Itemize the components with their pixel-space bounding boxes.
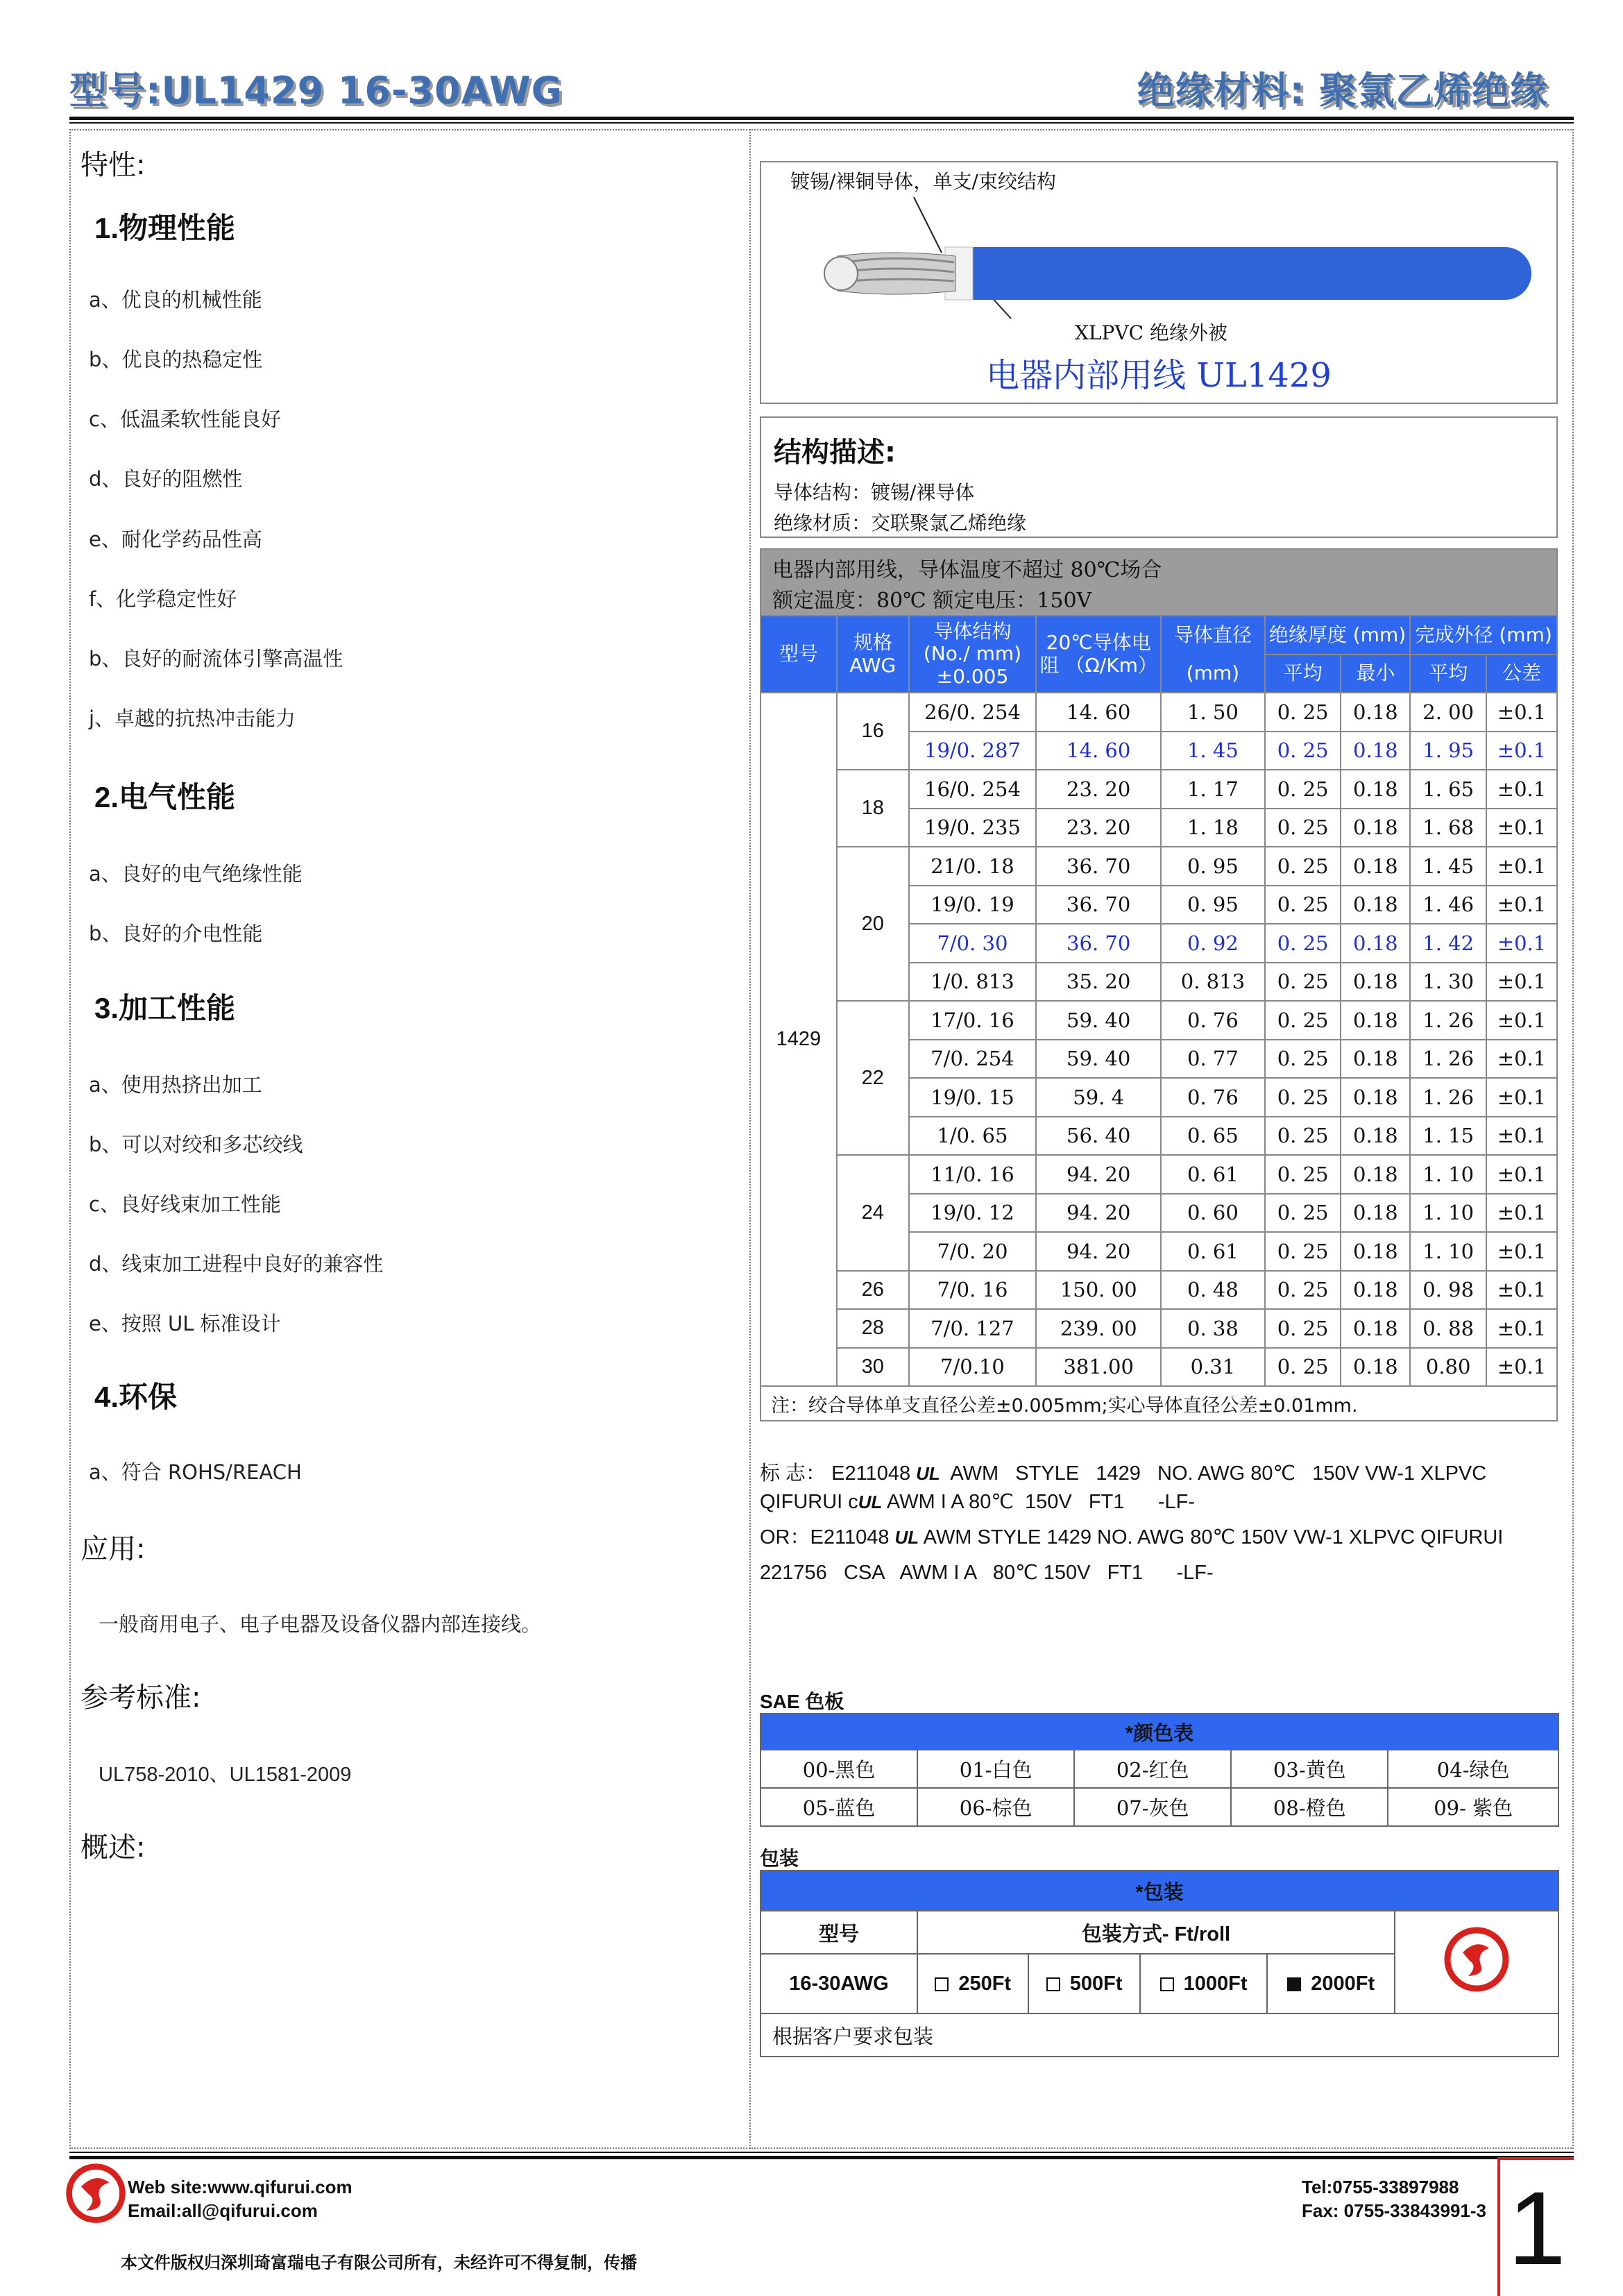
cell-d: 0. 813 bbox=[1161, 963, 1265, 1002]
brand-logo-icon bbox=[1442, 1925, 1511, 1994]
section-title: 3.加工性能 bbox=[94, 992, 236, 1024]
marking-1b: AWM STYLE 1429 NO. AWG 80℃ 150V VW-1 XLPVC bbox=[950, 1462, 1487, 1485]
cell-ia: 0. 25 bbox=[1265, 886, 1341, 925]
wire-diagram bbox=[760, 161, 1558, 404]
cell-ia: 0. 25 bbox=[1265, 1309, 1341, 1348]
cell-c: 26/0. 254 bbox=[909, 693, 1037, 732]
cell-t: ±0.1 bbox=[1486, 1155, 1557, 1194]
color-cell: 08-橙色 bbox=[1231, 1788, 1388, 1826]
conductor-pointer bbox=[914, 197, 942, 253]
col-diameter-label: 导体直径 bbox=[1173, 623, 1252, 647]
spec-body bbox=[760, 693, 1557, 1386]
cell-c: 19/0. 12 bbox=[909, 1194, 1037, 1233]
cell-oa: 1. 95 bbox=[1410, 732, 1486, 770]
cell-c: 7/0. 254 bbox=[909, 1040, 1037, 1079]
cell-d: 0. 95 bbox=[1161, 847, 1265, 886]
cell-oa: 1. 26 bbox=[1410, 1040, 1486, 1079]
packaging-note: 根据客户要求包装 bbox=[760, 2014, 1558, 2057]
color-cell: 00-黑色 bbox=[760, 1750, 917, 1788]
cell-im: 0.18 bbox=[1341, 886, 1410, 925]
packaging-option[interactable] bbox=[1267, 1954, 1395, 2014]
cell-d: 1. 17 bbox=[1161, 770, 1265, 809]
awg-cell: 16 bbox=[837, 693, 909, 770]
cell-d: 1. 18 bbox=[1161, 809, 1265, 847]
color-cell: 01-白色 bbox=[917, 1750, 1074, 1788]
application-title: 应用: bbox=[80, 1533, 146, 1565]
cell-im: 0.18 bbox=[1341, 1348, 1410, 1387]
cell-oa: 0. 98 bbox=[1410, 1271, 1486, 1310]
cell-r: 36. 70 bbox=[1036, 924, 1161, 963]
cell-im: 0.18 bbox=[1341, 1001, 1410, 1040]
cell-oa: 1. 65 bbox=[1410, 770, 1486, 809]
marking-line-3 bbox=[760, 1521, 1503, 1550]
conductor-label: 镀锡/裸铜导体，单支/束绞结构 bbox=[790, 170, 1056, 193]
awg-cell: 20 bbox=[837, 847, 909, 1001]
color-table-header: *颜色表 bbox=[760, 1714, 1558, 1750]
feature-item: f、化学稳定性好 bbox=[89, 587, 237, 611]
cell-t: ±0.1 bbox=[1486, 809, 1557, 847]
cell-t: ±0.1 bbox=[1486, 1001, 1557, 1040]
footer-copyright: 本文件版权归深圳琦富瑞电子有限公司所有，未经许可不得复制，传播 bbox=[121, 2254, 637, 2272]
cell-im: 0.18 bbox=[1341, 693, 1410, 732]
spec-footnote: 注：绞合导体单支直径公差±0.005mm;实心导体直径公差±0.01mm. bbox=[760, 1386, 1557, 1421]
table-row bbox=[760, 847, 1557, 886]
cell-im: 0.18 bbox=[1341, 1309, 1410, 1348]
structure-conductor: 导体结构：镀锡/裸导体 bbox=[774, 481, 975, 504]
page-number: 1 bbox=[1508, 2170, 1566, 2286]
cell-oa: 1. 26 bbox=[1410, 1078, 1486, 1117]
packaging-section-label: 包装 bbox=[760, 1848, 799, 1869]
cell-ia: 0. 25 bbox=[1265, 1001, 1341, 1040]
feature-item: j、卓越的抗热冲击能力 bbox=[89, 707, 296, 730]
cell-t: ±0.1 bbox=[1486, 1271, 1557, 1310]
cell-r: 59. 4 bbox=[1036, 1078, 1161, 1117]
col-ins-min: 最小 bbox=[1341, 655, 1410, 693]
cell-ia: 0. 25 bbox=[1265, 1348, 1341, 1387]
table-row bbox=[760, 770, 1557, 809]
cell-im: 0.18 bbox=[1341, 924, 1410, 963]
header-rule-thin bbox=[69, 122, 1574, 124]
cell-r: 94. 20 bbox=[1036, 1155, 1161, 1194]
col-ins-avg: 平均 bbox=[1265, 655, 1341, 693]
cell-d: 0.31 bbox=[1161, 1348, 1265, 1387]
wire-illustration bbox=[789, 190, 1538, 329]
cell-im: 0.18 bbox=[1341, 770, 1410, 809]
section-title: 4.环保 bbox=[94, 1381, 178, 1413]
section-title: 1.物理性能 bbox=[94, 212, 236, 244]
awg-cell: 30 bbox=[837, 1348, 909, 1387]
cell-ia: 0. 25 bbox=[1265, 963, 1341, 1002]
cell-d: 1. 50 bbox=[1161, 693, 1265, 732]
standard-text: UL758-2010、UL1581-2009 bbox=[99, 1764, 352, 1786]
cell-d: 0. 76 bbox=[1161, 1078, 1265, 1117]
color-cell: 09- 紫色 bbox=[1388, 1788, 1558, 1826]
awg-cell: 28 bbox=[837, 1309, 909, 1348]
conductor-end bbox=[824, 257, 858, 290]
cell-c: 19/0. 235 bbox=[909, 809, 1037, 847]
cell-oa: 1. 68 bbox=[1410, 809, 1486, 847]
table-row bbox=[760, 1271, 1557, 1310]
cell-ia: 0. 25 bbox=[1265, 924, 1341, 963]
marking-line-1 bbox=[760, 1458, 1486, 1486]
cell-oa: 1. 46 bbox=[1410, 886, 1486, 925]
cell-d: 0. 38 bbox=[1161, 1309, 1265, 1348]
cell-c: 19/0. 15 bbox=[909, 1078, 1037, 1117]
color-row-1 bbox=[760, 1750, 1558, 1788]
cell-ia: 0. 25 bbox=[1265, 693, 1341, 732]
cell-c: 7/0. 30 bbox=[909, 924, 1037, 963]
footer-email: Email:all@qifurui.com bbox=[128, 2200, 318, 2221]
footer-rule bbox=[69, 2156, 1574, 2159]
cell-ia: 0. 25 bbox=[1265, 732, 1341, 770]
packaging-option-label: 250Ft bbox=[958, 1972, 1012, 1995]
cell-r: 94. 20 bbox=[1036, 1194, 1161, 1233]
cell-oa: 1. 42 bbox=[1410, 924, 1486, 963]
col-resistance: 20℃导体电阻 （Ω/Km） bbox=[1036, 616, 1161, 693]
feature-item: c、低温柔软性能良好 bbox=[89, 407, 281, 431]
section-title: 2.电气性能 bbox=[94, 781, 236, 813]
structure-title: 结构描述: bbox=[774, 437, 896, 469]
ul-logo-icon-2: UL bbox=[894, 1527, 919, 1548]
cul-logo-icon: UL bbox=[858, 1492, 883, 1512]
cell-c: 21/0. 18 bbox=[909, 847, 1037, 886]
marking-line-2 bbox=[760, 1489, 1195, 1514]
cell-t: ±0.1 bbox=[1486, 1194, 1557, 1233]
cell-im: 0.18 bbox=[1341, 963, 1410, 1002]
cell-d: 0. 77 bbox=[1161, 1040, 1265, 1079]
packaging-col-method: 包装方式- Ft/roll bbox=[917, 1911, 1395, 1954]
ul-logo-icon: UL bbox=[916, 1463, 940, 1484]
diagram-caption: 电器内部用线 UL1429 bbox=[986, 356, 1332, 395]
col-diameter-unit: (mm) bbox=[1186, 661, 1240, 684]
cell-d: 0. 92 bbox=[1161, 924, 1265, 963]
footer-fax: Fax: 0755-33843991-3 bbox=[1302, 2200, 1486, 2221]
cell-ia: 0. 25 bbox=[1265, 809, 1341, 847]
awg-cell: 26 bbox=[837, 1271, 909, 1310]
cell-t: ±0.1 bbox=[1486, 924, 1557, 963]
spec-table bbox=[760, 615, 1558, 1421]
color-cell: 06-棕色 bbox=[917, 1788, 1074, 1826]
cell-t: ±0.1 bbox=[1486, 732, 1557, 770]
cell-d: 0. 61 bbox=[1161, 1155, 1265, 1194]
cell-c: 1/0. 813 bbox=[909, 963, 1037, 1002]
color-cell: 04-绿色 bbox=[1388, 1750, 1558, 1788]
packaging-option[interactable] bbox=[917, 1954, 1028, 2014]
cell-oa: 0. 88 bbox=[1410, 1309, 1486, 1348]
marking-3a: OR：E211048 bbox=[760, 1526, 890, 1548]
color-section-label: SAE 色板 bbox=[760, 1691, 844, 1712]
cell-r: 239. 00 bbox=[1036, 1309, 1161, 1348]
cell-t: ±0.1 bbox=[1486, 1232, 1557, 1271]
cell-t: ±0.1 bbox=[1486, 1078, 1557, 1117]
feature-item: e、按照 UL 标准设计 bbox=[89, 1312, 281, 1335]
feature-item: b、优良的热稳定性 bbox=[89, 348, 263, 371]
col-conductor: 导体结构 (No./ mm) ±0.005 bbox=[909, 616, 1037, 693]
packaging-table-header: *包装 bbox=[760, 1871, 1558, 1911]
feature-item: b、可以对绞和多芯绞线 bbox=[89, 1133, 303, 1156]
footer-website: Web site:www.qifurui.com bbox=[128, 2177, 352, 2197]
cell-t: ±0.1 bbox=[1486, 1040, 1557, 1079]
packaging-col-model: 型号 bbox=[760, 1911, 917, 1954]
model-title: 型号:UL1429 16-30AWG bbox=[69, 69, 563, 112]
cell-c: 7/0. 20 bbox=[909, 1232, 1037, 1271]
spec-note-2: 额定温度：80℃ 额定电压：150V bbox=[772, 589, 1092, 613]
cell-t: ±0.1 bbox=[1486, 1117, 1557, 1156]
cell-c: 19/0. 19 bbox=[909, 886, 1037, 925]
cell-c: 17/0. 16 bbox=[909, 1001, 1037, 1040]
cell-im: 0.18 bbox=[1341, 732, 1410, 770]
insulation-jacket bbox=[949, 247, 1531, 300]
packaging-model: 16-30AWG bbox=[760, 1954, 917, 2014]
structure-insulation: 绝缘材质：交联聚氯乙烯绝缘 bbox=[774, 512, 1027, 534]
cell-t: ±0.1 bbox=[1486, 1309, 1557, 1348]
feature-item: a、良好的电气绝缘性能 bbox=[89, 862, 303, 886]
cell-ia: 0. 25 bbox=[1265, 1194, 1341, 1233]
checkbox-icon[interactable] bbox=[1046, 1977, 1060, 1991]
col-outer-avg: 平均 bbox=[1410, 655, 1486, 693]
cell-oa: 1. 45 bbox=[1410, 847, 1486, 886]
awg-cell: 18 bbox=[837, 770, 909, 847]
footer-tel: Tel:0755-33897988 bbox=[1302, 2177, 1459, 2197]
packaging-option-label: 500Ft bbox=[1069, 1972, 1123, 1995]
features-title: 特性: bbox=[80, 149, 146, 181]
col-outer-tol: 公差 bbox=[1486, 655, 1557, 693]
footer-rule-thin bbox=[69, 2152, 1574, 2153]
cell-ia: 0. 25 bbox=[1265, 1271, 1341, 1310]
cell-ia: 0. 25 bbox=[1265, 1078, 1341, 1117]
cell-r: 14. 60 bbox=[1036, 693, 1161, 732]
feature-item: d、良好的阻燃性 bbox=[89, 467, 243, 491]
cell-oa: 2. 00 bbox=[1410, 693, 1486, 732]
cell-oa: 1. 10 bbox=[1410, 1232, 1486, 1271]
page-number-box bbox=[1497, 2157, 1574, 2296]
cell-c: 19/0. 287 bbox=[909, 732, 1037, 770]
table-row bbox=[760, 1155, 1557, 1194]
cell-d: 0. 60 bbox=[1161, 1194, 1265, 1233]
packaging-table bbox=[760, 1870, 1559, 2057]
color-cell: 02-红色 bbox=[1074, 1750, 1231, 1788]
marking-2b: AWM I A 80℃ 150V FT1 -LF- bbox=[886, 1491, 1195, 1513]
packaging-option-label: 2000Ft bbox=[1311, 1972, 1375, 1995]
structure-box bbox=[760, 416, 1558, 538]
cell-t: ±0.1 bbox=[1486, 770, 1557, 809]
cell-im: 0.18 bbox=[1341, 1155, 1410, 1194]
cell-d: 1. 45 bbox=[1161, 732, 1265, 770]
spec-note-1: 电器内部用线，导体温度不超过 80℃场合 bbox=[772, 558, 1162, 582]
table-row bbox=[760, 1348, 1557, 1387]
cell-oa: 1. 26 bbox=[1410, 1001, 1486, 1040]
cell-im: 0.18 bbox=[1341, 1078, 1410, 1117]
cell-t: ±0.1 bbox=[1486, 886, 1557, 925]
packaging-option[interactable] bbox=[1028, 1954, 1139, 2014]
color-cell: 05-蓝色 bbox=[760, 1788, 917, 1826]
cell-d: 0. 76 bbox=[1161, 1001, 1265, 1040]
overview-title: 概述: bbox=[80, 1832, 146, 1864]
cell-oa: 1. 10 bbox=[1410, 1194, 1486, 1233]
marking-3b: AWM STYLE 1429 NO. AWG 80℃ 150V VW-1 XLPVC QIFURUI bbox=[923, 1526, 1504, 1548]
model-cell: 1429 bbox=[760, 693, 837, 1386]
cell-r: 59. 40 bbox=[1036, 1040, 1161, 1079]
header-rule bbox=[69, 117, 1574, 120]
feature-item: c、良好线束加工性能 bbox=[89, 1192, 281, 1216]
cell-t: ±0.1 bbox=[1486, 963, 1557, 1002]
feature-item: d、线束加工进程中良好的兼容性 bbox=[89, 1252, 384, 1276]
standard-title: 参考标准: bbox=[80, 1682, 201, 1714]
application-text: 一般商用电子、电子电器及设备仪器内部连接线。 bbox=[99, 1612, 542, 1636]
color-cell: 03-黄色 bbox=[1231, 1750, 1388, 1788]
cell-r: 23. 20 bbox=[1036, 809, 1161, 847]
col-awg: 规格 AWG bbox=[837, 616, 909, 693]
marking-line-4: 221756 CSA AWM I A 80℃ 150V FT1 -LF- bbox=[760, 1562, 1214, 1584]
cell-ia: 0. 25 bbox=[1265, 1232, 1341, 1271]
cell-r: 14. 60 bbox=[1036, 732, 1161, 770]
cell-im: 0.18 bbox=[1341, 1271, 1410, 1310]
cell-r: 150. 00 bbox=[1036, 1271, 1161, 1310]
col-diameter bbox=[1161, 616, 1265, 693]
cell-d: 0. 61 bbox=[1161, 1232, 1265, 1271]
footer-brand-logo-icon bbox=[62, 2160, 129, 2227]
cell-ia: 0. 25 bbox=[1265, 847, 1341, 886]
awg-cell: 24 bbox=[837, 1155, 909, 1271]
checkbox-icon[interactable] bbox=[935, 1977, 949, 1991]
cell-im: 0.18 bbox=[1341, 809, 1410, 847]
cell-c: 7/0. 127 bbox=[909, 1309, 1037, 1348]
checkbox-icon[interactable] bbox=[1287, 1977, 1301, 1991]
cell-d: 0. 95 bbox=[1161, 886, 1265, 925]
cell-oa: 1. 30 bbox=[1410, 963, 1486, 1002]
cell-oa: 0.80 bbox=[1410, 1348, 1486, 1387]
checkbox-icon[interactable] bbox=[1160, 1977, 1174, 1991]
cell-ia: 0. 25 bbox=[1265, 770, 1341, 809]
marking-2a: QIFURUI c bbox=[760, 1491, 858, 1513]
cell-c: 7/0. 16 bbox=[909, 1271, 1037, 1310]
cell-im: 0.18 bbox=[1341, 1040, 1410, 1079]
cell-oa: 1. 10 bbox=[1410, 1155, 1486, 1194]
marking-1a: 标 志： E211048 bbox=[760, 1462, 911, 1485]
awg-cell: 22 bbox=[837, 1001, 909, 1155]
cell-r: 23. 20 bbox=[1036, 770, 1161, 809]
material-title: 绝缘材料: 聚氯乙烯绝缘 bbox=[1137, 69, 1548, 112]
cell-t: ±0.1 bbox=[1486, 1348, 1557, 1387]
cell-r: 56. 40 bbox=[1036, 1117, 1161, 1156]
cell-r: 381.00 bbox=[1036, 1348, 1161, 1387]
color-cell: 07-灰色 bbox=[1074, 1788, 1231, 1826]
cell-d: 0. 48 bbox=[1161, 1271, 1265, 1310]
brand-logo-cell bbox=[1395, 1911, 1558, 2014]
feature-item: a、使用热挤出加工 bbox=[89, 1073, 262, 1097]
cell-im: 0.18 bbox=[1341, 1117, 1410, 1156]
packaging-option[interactable] bbox=[1140, 1954, 1268, 2014]
cell-c: 1/0. 65 bbox=[909, 1117, 1037, 1156]
cell-t: ±0.1 bbox=[1486, 847, 1557, 886]
cell-c: 11/0. 16 bbox=[909, 1155, 1037, 1194]
cell-t: ±0.1 bbox=[1486, 693, 1557, 732]
col-outer: 完成外径 (mm) bbox=[1410, 616, 1557, 655]
color-table bbox=[760, 1713, 1559, 1827]
packaging-option-label: 1000Ft bbox=[1183, 1972, 1248, 1995]
feature-item: a、优良的机械性能 bbox=[89, 288, 262, 312]
cell-im: 0.18 bbox=[1341, 1194, 1410, 1233]
cell-r: 36. 70 bbox=[1036, 847, 1161, 886]
feature-item: e、耐化学药品性高 bbox=[89, 527, 262, 551]
feature-item: b、良好的介电性能 bbox=[89, 922, 263, 945]
column-divider bbox=[749, 129, 751, 2149]
cell-ia: 0. 25 bbox=[1265, 1155, 1341, 1194]
cell-c: 7/0.10 bbox=[909, 1348, 1037, 1387]
cell-r: 35. 20 bbox=[1036, 963, 1161, 1002]
color-row-2 bbox=[760, 1788, 1558, 1826]
cell-ia: 0. 25 bbox=[1265, 1040, 1341, 1079]
col-model: 型号 bbox=[760, 616, 837, 693]
cell-d: 0. 65 bbox=[1161, 1117, 1265, 1156]
cell-im: 0.18 bbox=[1341, 847, 1410, 886]
cell-oa: 1. 15 bbox=[1410, 1117, 1486, 1156]
col-insulation: 绝缘厚度 (mm) bbox=[1265, 616, 1411, 655]
cell-r: 59. 40 bbox=[1036, 1001, 1161, 1040]
table-row bbox=[760, 693, 1557, 732]
table-row bbox=[760, 1309, 1557, 1348]
feature-item: a、符合 ROHS/REACH bbox=[89, 1460, 302, 1484]
feature-item: b、良好的耐流体引擎高温性 bbox=[89, 647, 343, 670]
cell-c: 16/0. 254 bbox=[909, 770, 1037, 809]
spec-note-bar bbox=[760, 548, 1558, 616]
table-row bbox=[760, 1001, 1557, 1040]
cell-im: 0.18 bbox=[1341, 1232, 1410, 1271]
cell-r: 36. 70 bbox=[1036, 886, 1161, 925]
cell-ia: 0. 25 bbox=[1265, 1117, 1341, 1156]
insulation-label: XLPVC 绝缘外被 bbox=[1075, 321, 1227, 344]
cell-r: 94. 20 bbox=[1036, 1232, 1161, 1271]
